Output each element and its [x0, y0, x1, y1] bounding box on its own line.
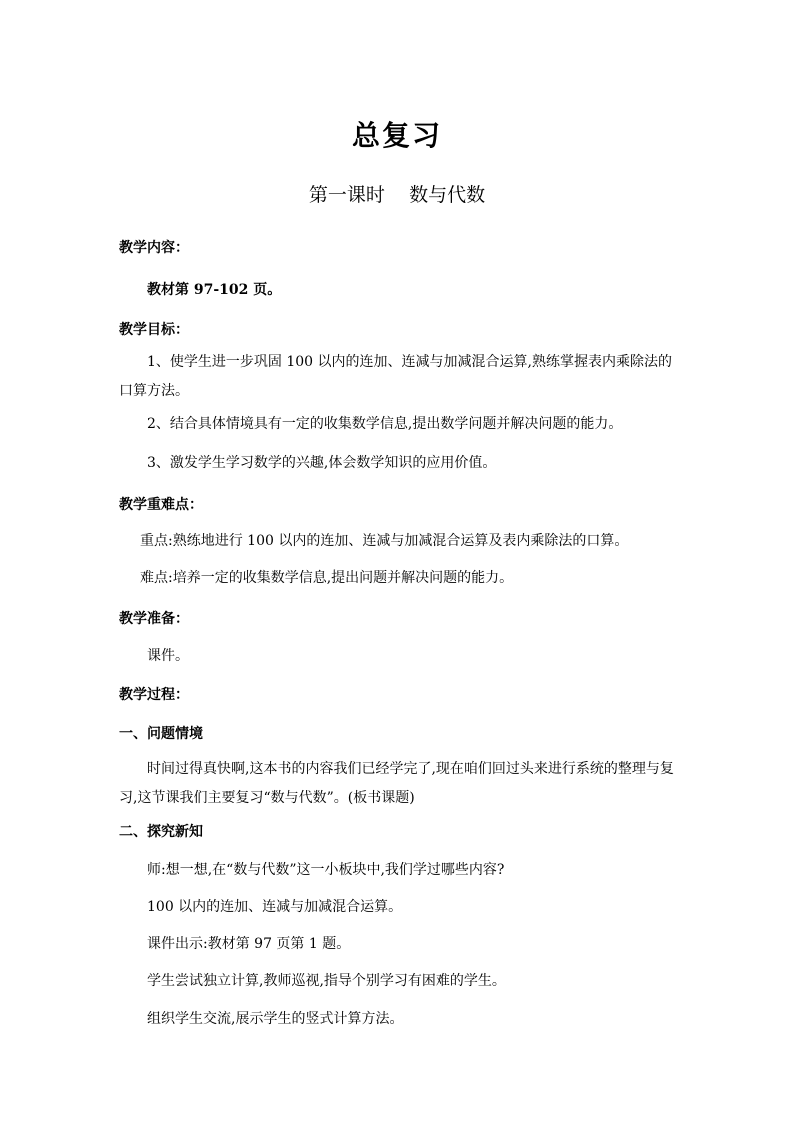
section2-line-3: 课件出示:教材第 97 页第 1 题。: [147, 936, 351, 952]
section2-line-2: 100 以内的连加、连减与加减混合运算。: [147, 899, 403, 915]
content-text: 教材第 97-102 页。: [147, 282, 282, 298]
document-title: 总复习: [351, 119, 442, 152]
key-point: 重点:熟练地进行 100 以内的连加、连减与加减混合运算及表内乘除法的口算。: [140, 533, 629, 549]
section2-heading: 二、探究新知: [119, 824, 203, 840]
goal-item-3: 3、激发学生学习数学的兴趣,体会数学知识的应用价值。: [147, 455, 497, 471]
section2-line-5: 组织学生交流,展示学生的竖式计算方法。: [147, 1011, 404, 1027]
process-heading: 教学过程：: [119, 687, 189, 703]
lesson-subtitle: 第一课时 数与代数: [308, 184, 486, 206]
prep-text: 课件。: [147, 648, 189, 664]
section2-line-4: 学生尝试独立计算,教师巡视,指导个别学习有困难的学生。: [147, 973, 506, 989]
prep-heading: 教学准备：: [119, 611, 189, 627]
key-heading: 教学重难点：: [119, 497, 203, 513]
goal-item-1: 1、使学生进一步巩固 100 以内的连加、连减与加减混合运算,熟练掌握表内乘除法的口算方法。: [119, 354, 672, 399]
section2-line-1: 师:想一想,在“数与代数”这一小板块中,我们学过哪些内容?: [147, 862, 505, 878]
goal-item-2: 2、结合具体情境具有一定的收集数学信息,提出数学问题并解决问题的能力。: [147, 416, 623, 432]
difficult-point: 难点:培养一定的收集数学信息,提出问题并解决问题的能力。: [140, 570, 514, 586]
section1-text: 时间过得真快啊,这本书的内容我们已经学完了,现在咱们回过头来进行系统的整理与复习,这节课我们主要复习“数与代数”。(板书课题): [119, 761, 674, 806]
section1-heading: 一、问题情境: [119, 726, 203, 742]
goals-heading: 教学目标：: [119, 322, 189, 338]
content-heading: 教学内容：: [119, 240, 189, 256]
